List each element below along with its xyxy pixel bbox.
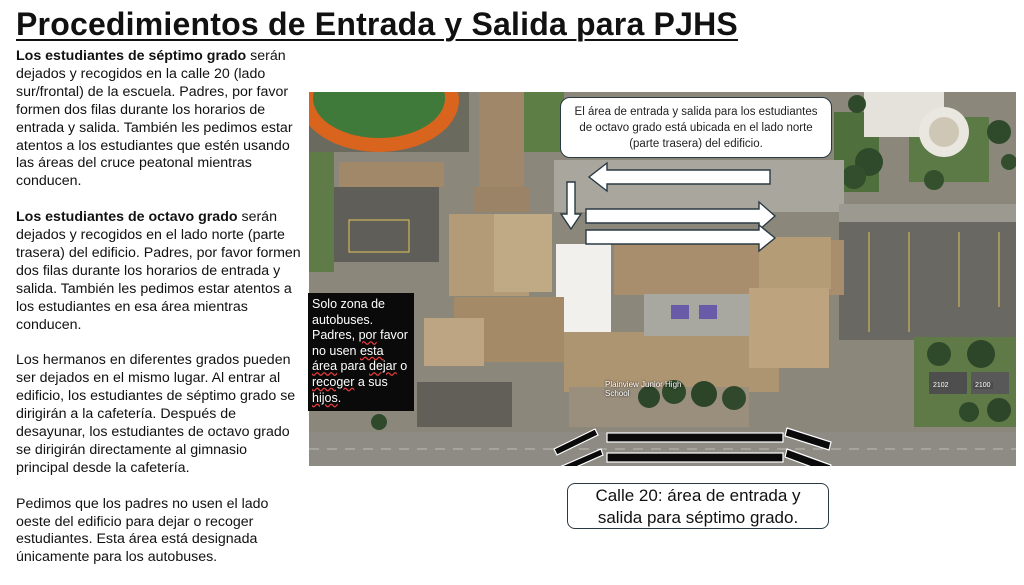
bus-zone-text: .	[337, 390, 342, 405]
school-map-label: Plainview Junior High School	[605, 380, 682, 398]
instructions-column	[16, 48, 302, 585]
seventh-grade-paragraph	[16, 48, 302, 191]
bus-zone-callout	[308, 293, 414, 411]
north-entrance-callout: El área de entrada y salida para los estudiantes de octavo grado está ubicada en el lado norte (parte trasera) del edificio.	[560, 97, 832, 158]
bus-zone-text: por	[358, 328, 377, 343]
seventh-grade-heading: Los estudiantes de séptimo grado	[16, 48, 247, 64]
bus-zone-text: Solo zona de autobuses. Padres,	[312, 297, 385, 343]
bus-zone-text: favor no usen	[312, 328, 408, 358]
bus-zone-text: hijos	[312, 390, 338, 405]
calle-20-callout: Calle 20: área de entrada y salida para séptimo grado.	[567, 483, 829, 529]
eighth-grade-text: serán dejados y recogidos en el lado norte (parte trasera) del edificio. Padres, por favor formen dos filas durante los horarios de entrada y salida. También les pedimos estar atentos a los estudiantes en esa área mientras conducen.	[16, 209, 301, 333]
bus-zone-text: dejar	[369, 359, 397, 374]
bus-zone-text: para	[337, 359, 369, 374]
bus-zone-text: a sus	[354, 374, 388, 389]
west-side-paragraph: Pedimos que los padres no usen el lado oeste del edificio para dejar o recoger estudiantes. Esta área está designada únicamente para los autobuses.	[16, 495, 269, 566]
bus-zone-text: esta área	[312, 343, 384, 374]
seventh-grade-text: serán dejados y recogidos en la calle 20 (lado sur/frontal) de la escuela. Padres, por favor formen dos filas durante los horarios de entrada y salida. También les pedimos estar atentos a los estudiantes que estén usando las áreas del cruce peatonal mientras conducen.	[16, 48, 293, 190]
eighth-grade-heading: Los estudiantes de octavo grado	[16, 209, 238, 226]
page-title: Procedimientos de Entrada y Salida para PJHS	[16, 6, 738, 42]
address-label-2102: 2102	[933, 382, 949, 389]
siblings-paragraph: Los hermanos en diferentes grados pueden ser dejados en el mismo lugar. Al entrar al edificio, los estudiantes de séptimo grado se dirigirán a la cafetería. Después de desayunar, los estudiantes de octavo grado se dirigirán directamente al gimnasio principal desde la cafetería.	[16, 352, 296, 476]
eighth-grade-paragraph	[16, 209, 302, 334]
bus-zone-text: recoger	[312, 374, 355, 389]
bus-zone-text: o	[396, 359, 408, 374]
address-label-2100: 2100	[975, 382, 991, 389]
